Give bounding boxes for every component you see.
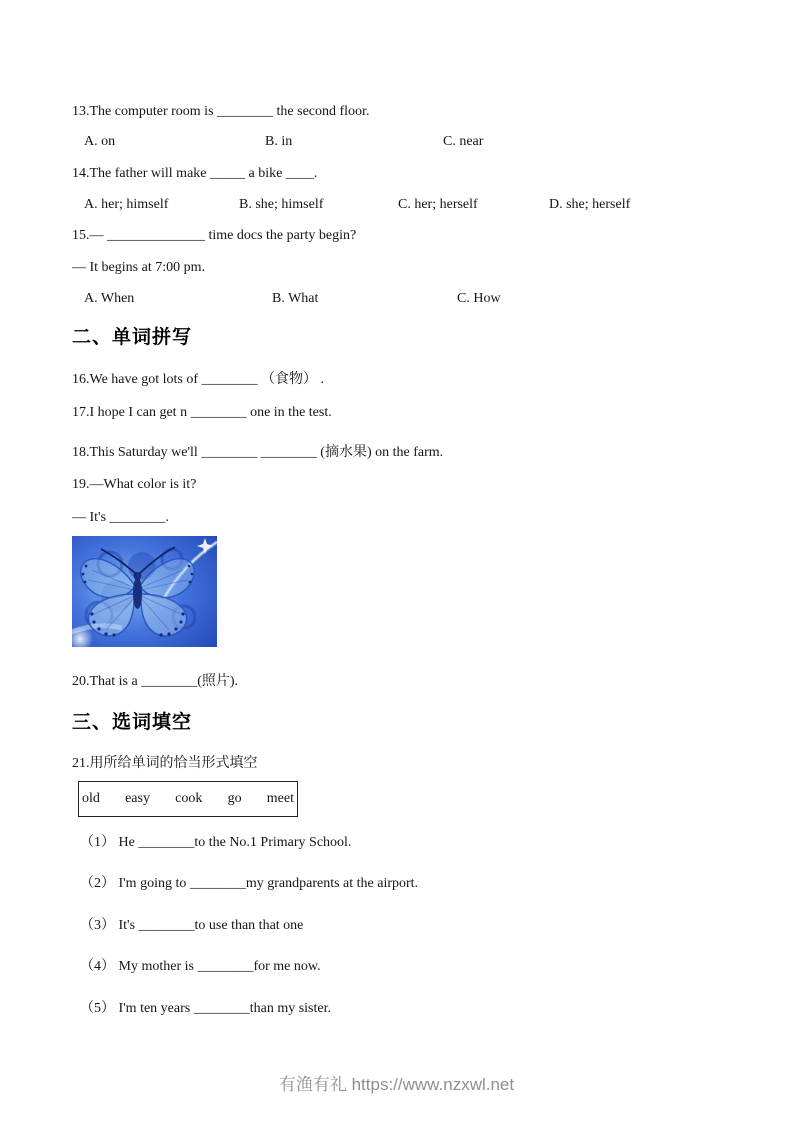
q14-option-c: C. her; herself	[398, 197, 478, 212]
q14-option-b: B. she; himself	[239, 197, 324, 212]
word-bank-box	[78, 781, 298, 817]
question-15-reply: — It begins at 7:00 pm.	[72, 260, 205, 275]
q15-option-b: B. What	[272, 291, 319, 306]
word-bank-word-old: old	[82, 791, 100, 806]
q21-subitem-2: （2） I'm going to ________my grandparents at the airport.	[80, 876, 419, 891]
word-bank-word-cook: cook	[175, 791, 203, 806]
q14-option-a: A. her; himself	[84, 197, 169, 212]
question-15-stem: 15.— ______________ time docs the party begin?	[72, 228, 357, 243]
q21-subitem-5: （5） I'm ten years ________than my sister.	[80, 1001, 331, 1016]
q21-subitem-4: （4） My mother is ________for me now.	[80, 959, 321, 974]
question-17: 17.I hope I can get n ________ one in the test.	[72, 405, 332, 420]
q14-option-d: D. she; herself	[549, 197, 631, 212]
section-3-heading: 三、选词填空	[72, 712, 193, 733]
question-13-options-row	[0, 134, 793, 152]
word-bank-word-go: go	[227, 791, 242, 806]
question-19: 19.—What color is it?	[72, 477, 197, 492]
footer-watermark: 有渔有礼 https://www.nzxwl.net	[278, 1075, 515, 1094]
word-bank-word-easy: easy	[125, 791, 150, 806]
question-15-options-row	[0, 291, 793, 309]
q21-subitem-3: （3） It's ________to use than that one	[80, 918, 304, 933]
butterfly-photo	[72, 536, 217, 647]
word-bank-word-meet: meet	[266, 791, 294, 806]
question-18: 18.This Saturday we'll ________ ________ (摘水果) on the farm.	[72, 445, 444, 460]
question-14-options-row	[0, 197, 793, 215]
q15-option-a: A. When	[84, 291, 135, 306]
question-19-reply: — It's ________.	[72, 510, 170, 525]
question-21: 21.用所给单词的恰当形式填空	[72, 756, 258, 771]
q13-option-b: B. in	[265, 134, 293, 149]
question-13-stem: 13.The computer room is ________ the second floor.	[72, 104, 370, 119]
q13-option-c: C. near	[443, 134, 484, 149]
q15-option-c: C. How	[457, 291, 501, 306]
question-20: 20.That is a ________(照片).	[72, 674, 239, 689]
q21-subitem-1: （1） He ________to the No.1 Primary School.	[80, 835, 352, 850]
section-2-heading: 二、单词拼写	[72, 327, 193, 348]
question-16: 16.We have got lots of ________ （食物） .	[72, 372, 325, 387]
q13-option-a: A. on	[84, 134, 116, 149]
question-14-stem: 14.The father will make _____ a bike ____.	[72, 166, 318, 181]
